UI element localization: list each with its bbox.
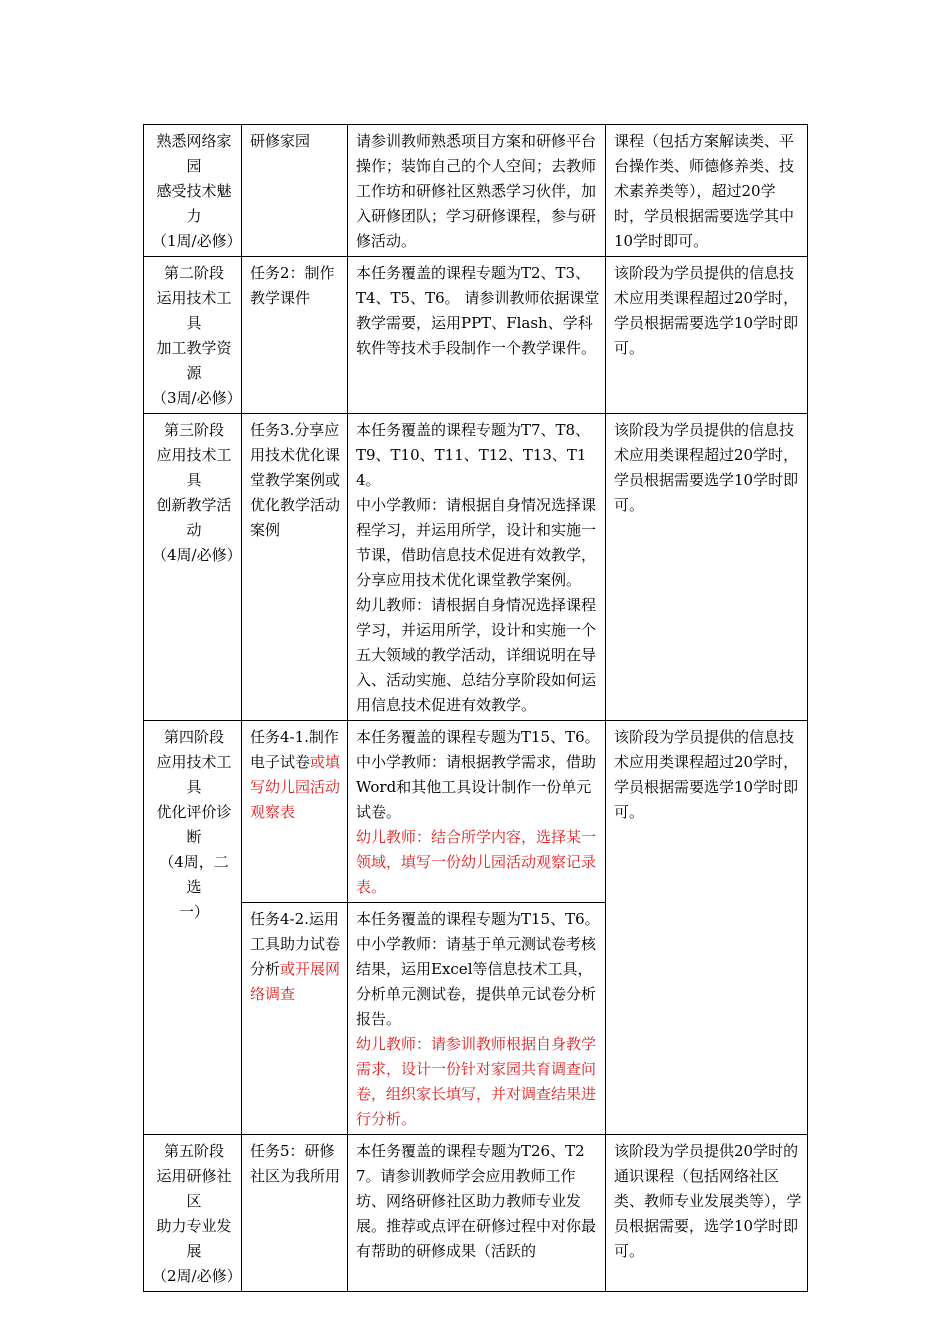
content-cell xyxy=(348,414,606,721)
content-cell xyxy=(348,721,606,903)
stage-cell xyxy=(144,414,242,721)
task-cell: 任务5：研修社区为我所用 xyxy=(242,1135,348,1292)
stage-line: 应用技术工具 xyxy=(156,753,232,796)
table-row xyxy=(144,257,808,414)
stage-line: 运用研修社区 xyxy=(156,1167,232,1210)
stage-line: 第四阶段 xyxy=(163,728,224,746)
content-cell: 本任务覆盖的课程专题为T26、T27。请参训教师学会应用教师工作坊、网络研修社区助力教师专业发展。推荐或点评在研修过程中对你最有帮助的研修成果（活跃的 xyxy=(348,1135,606,1292)
task-cell: 研修家园 xyxy=(242,125,348,257)
task-label-highlight: 或开展网络调查 xyxy=(250,960,341,1003)
stage-line: 第三阶段 xyxy=(163,421,224,439)
task-label: 任务4-1.制作电子试卷 xyxy=(250,728,339,771)
table-row xyxy=(144,125,808,257)
table-row xyxy=(144,721,808,903)
task-cell xyxy=(242,721,348,903)
content-topics: 本任务覆盖的课程专题为T15、T6。 xyxy=(356,728,600,746)
content-cell: 请参训教师熟悉项目方案和研修平台操作；装饰自己的个人空间；去教师工作坊和研修社区熟悉学习伙伴，加入研修团队；学习研修课程，参与研修活动。 xyxy=(348,125,606,257)
note-cell: 该阶段为学员提供的信息技术应用类课程超过20学时，学员根据需要选学10学时即可。 xyxy=(606,257,808,414)
content-kindergarten-teachers: 幼儿教师：请参训教师根据自身教学需求，设计一份针对家园共育调查问卷，组织家长填写，并对调查结果进行分析。 xyxy=(356,1035,597,1128)
stage-line: 创新教学活动 xyxy=(156,496,232,539)
task-cell xyxy=(242,903,348,1135)
content-school-teachers: 中小学教师：请根据自身情况选择课程学习，并运用所学，设计和实施一节课，借助信息技术促进有效教学，分享应用技术优化课堂教学案例。 xyxy=(356,496,597,589)
table-row xyxy=(144,1135,808,1292)
stage-line: 运用技术工具 xyxy=(156,289,232,332)
stage-cell xyxy=(144,125,242,257)
content-school-teachers: 中小学教师：请基于单元测试卷考核结果，运用Excel等信息技术工具，分析单元测试卷，提供单元试卷分析报告。 xyxy=(356,935,597,1028)
stage-line: 第二阶段 xyxy=(163,264,224,282)
content-kindergarten-teachers: 幼儿教师：请根据自身情况选择课程学习，并运用所学，设计和实施一个五大领域的教学活动，详细说明在导入、活动实施、总结分享阶段如何运用信息技术促进有效教学。 xyxy=(356,596,597,714)
content-cell: 本任务覆盖的课程专题为T2、T3、T4、T5、T6。 请参训教师依据课堂教学需要，运用PPT、Flash、学科软件等技术手段制作一个教学课件。 xyxy=(348,257,606,414)
stage-cell xyxy=(144,1135,242,1292)
task-label: 任务4-2.运用工具助力试卷分析 xyxy=(250,910,341,978)
stage-line: 感受技术魅力 xyxy=(156,182,232,225)
content-kindergarten-teachers: 幼儿教师：结合所学内容，选择某一领域，填写一份幼儿园活动观察记录表。 xyxy=(356,828,597,896)
stage-line: 应用技术工具 xyxy=(156,446,232,489)
stage-line: 助力专业发展 xyxy=(156,1217,232,1260)
task-cell: 任务3.分享应用技术优化课堂教学案例或优化教学活动案例 xyxy=(242,414,348,721)
stage-line: 优化评价诊断 xyxy=(156,803,232,846)
stage-line: 熟悉网络家园 xyxy=(156,132,232,175)
content-cell xyxy=(348,903,606,1135)
note-cell: 该阶段为学员提供的信息技术应用类课程超过20学时，学员根据需要选学10学时即可。 xyxy=(606,721,808,1135)
stage-line: （4周/必修） xyxy=(152,546,242,564)
stage-line: （4周，二选 xyxy=(159,853,229,896)
stage-line: 一） xyxy=(178,903,209,921)
content-topics: 本任务覆盖的课程专题为T15、T6。 xyxy=(356,910,600,928)
stage-line: 加工教学资源 xyxy=(156,339,232,382)
content-topics: 本任务覆盖的课程专题为T7、T8、T9、T10、T11、T12、T13、T14。 xyxy=(356,421,591,489)
note-cell: 该阶段为学员提供20学时的通识课程（包括网络社区类、教师专业发展类等），学员根据需要，选学10学时即可。 xyxy=(606,1135,808,1292)
task-cell: 任务2：制作教学课件 xyxy=(242,257,348,414)
table-row xyxy=(144,414,808,721)
training-plan-table xyxy=(143,124,808,1292)
stage-cell xyxy=(144,257,242,414)
note-cell: 该阶段为学员提供的信息技术应用类课程超过20学时，学员根据需要选学10学时即可。 xyxy=(606,414,808,721)
task-label-highlight: 或填写幼儿园活动观察表 xyxy=(250,753,341,821)
note-cell: 课程（包括方案解读类、平台操作类、师德修养类、技术素养类等），超过20学时，学员根据需要选学其中10学时即可。 xyxy=(606,125,808,257)
stage-line: （3周/必修） xyxy=(152,389,242,407)
stage-line: （1周/必修） xyxy=(152,232,242,250)
stage-line: （2周/必修） xyxy=(152,1267,242,1285)
stage-line: 第五阶段 xyxy=(163,1142,224,1160)
content-school-teachers: 中小学教师：请根据教学需求，借助Word和其他工具设计制作一份单元试卷。 xyxy=(356,753,597,821)
stage-cell xyxy=(144,721,242,1135)
